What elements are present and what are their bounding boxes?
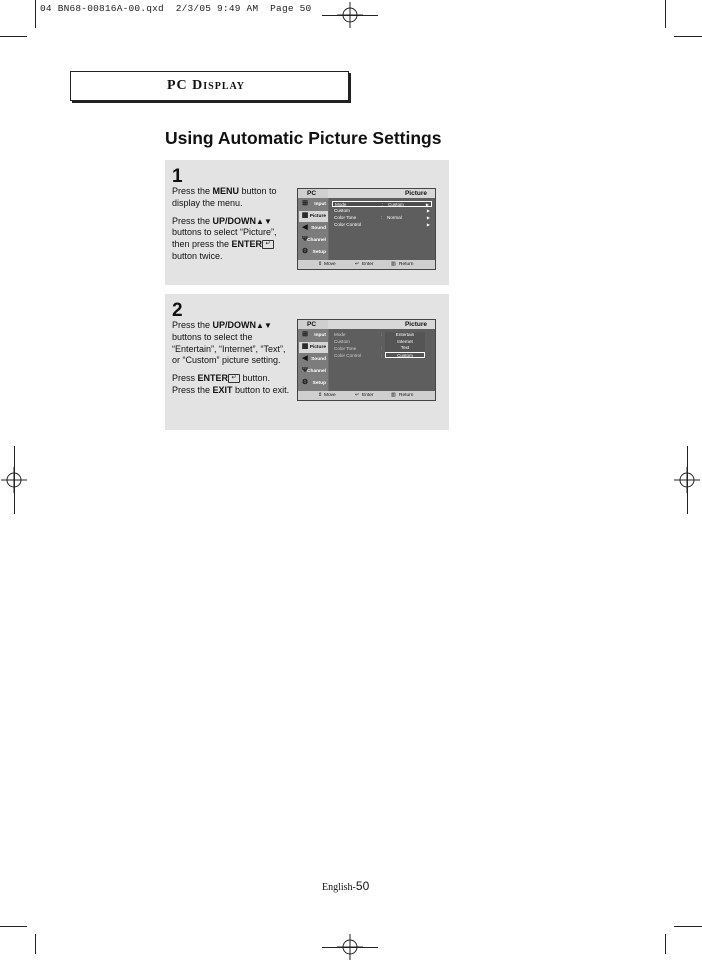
osd-row-color-control: Color Control : (334, 353, 383, 358)
instruction-text: Press the (172, 215, 213, 226)
section-header (70, 71, 349, 101)
enter-icon: ↵ (355, 262, 360, 267)
osd-option-text: Text (400, 345, 410, 350)
help-move: Move (324, 262, 336, 267)
arrow-right-icon: ▶ (426, 222, 430, 227)
osd-nav-channel: Ψ Channel (299, 235, 328, 246)
instruction-text: Press the (172, 384, 213, 395)
osd-content (329, 198, 435, 260)
osd-row-color-tone: Color Tone : (334, 346, 383, 351)
osd-heading: Picture (404, 190, 427, 197)
up-down-arrow-icon: ▲▼ (256, 216, 272, 226)
arrow-right-icon: ▶ (426, 215, 430, 220)
instruction-text: Press (172, 373, 198, 384)
step-2-panel (165, 294, 449, 430)
osd-content (329, 329, 435, 391)
instruction-text: Press the (172, 320, 213, 330)
return-icon: ▥ (391, 262, 396, 267)
crop-mark (14, 446, 15, 514)
registration-mark-top (337, 2, 363, 28)
osd-row-custom: Custom (334, 339, 350, 344)
menu-key-label: MENU (212, 186, 240, 196)
step-1-panel (165, 160, 449, 285)
instruction-text: button to display the menu. (172, 186, 277, 208)
antenna-icon: Ψ (302, 367, 308, 374)
crop-mark (35, 0, 36, 28)
instruction-text: button. (240, 373, 271, 384)
crop-mark (0, 926, 27, 927)
enter-key-label: ENTER (231, 239, 263, 250)
up-down-key-label: UP/DOWN (212, 320, 257, 330)
registration-mark-bottom (337, 934, 363, 960)
osd-row-mode: Mode : Custom ▶ (332, 201, 432, 207)
crop-mark (0, 36, 27, 37)
crop-mark (665, 934, 666, 954)
page-title: Using Automatic Picture Settings (165, 128, 442, 148)
picture-icon: ▦ (301, 212, 309, 219)
help-enter: Enter (362, 393, 374, 398)
arrow-right-icon: ▶ (426, 208, 430, 213)
enter-icon: ↵ (355, 393, 360, 398)
osd-help-bar (298, 391, 435, 400)
picture-icon: ▦ (301, 343, 309, 350)
crop-mark (674, 36, 702, 37)
section-title: PC Display (167, 78, 246, 93)
osd-option-internet: Internet (397, 338, 413, 344)
osd-option-custom: Custom (385, 352, 425, 359)
speaker-icon: ◀ (302, 355, 308, 362)
osd-nav-input: ⊞ Input (299, 330, 328, 341)
instruction-text: Press the (172, 186, 213, 196)
osd-row-color-tone: Color Tone : Normal ▶ (334, 215, 430, 220)
help-move: Move (324, 393, 336, 398)
osd-sidebar (298, 329, 328, 391)
move-icon: ⇕ (318, 262, 323, 267)
osd-row-custom: Custom ▶ (334, 208, 430, 213)
osd-nav-setup: ⚙ Setup (301, 379, 326, 386)
osd-mode-dropdown (385, 332, 425, 358)
osd-title-bar (298, 189, 435, 198)
instruction-text: buttons to select the “Entertain”, “Internet”, “Text”, or “Custom” picture setting. (172, 331, 286, 366)
osd-mode-label: PC (298, 320, 328, 329)
crop-mark (35, 934, 36, 954)
osd-nav-picture: ▦ Picture (299, 342, 328, 353)
step-instructions (172, 320, 292, 403)
help-enter: Enter (362, 262, 374, 267)
setup-icon: ⚙ (301, 379, 309, 386)
help-return: Return (399, 262, 414, 267)
osd-mode-label: PC (298, 189, 328, 198)
enter-icon: ↵ (262, 240, 274, 249)
osd-help-bar (298, 260, 435, 269)
move-icon: ⇕ (318, 393, 323, 398)
return-icon: ▥ (391, 393, 396, 398)
step-instructions (172, 186, 292, 269)
osd-heading: Picture (404, 321, 427, 328)
osd-sidebar (298, 198, 328, 260)
crop-mark (674, 926, 702, 927)
crop-mark (665, 0, 666, 28)
osd-nav-sound: ◀ Sound (299, 354, 328, 365)
osd-title-bar (298, 320, 435, 329)
osd-row-mode: Mode : (334, 332, 383, 337)
osd-nav-setup: ⚙ Setup (301, 248, 326, 255)
osd-nav-channel: Ψ Channel (299, 366, 328, 377)
up-down-key-label: UP/DOWN (212, 215, 257, 226)
antenna-icon: Ψ (302, 236, 308, 243)
page-number-value: 50 (355, 879, 370, 893)
page-number (322, 879, 369, 893)
file-slug: 04 BN68-00816A-00.qxd 2/3/05 9:49 AM Page 50 (40, 3, 312, 14)
enter-key-label: ENTER (197, 373, 229, 384)
setup-icon: ⚙ (301, 248, 309, 255)
input-icon: ⊞ (302, 331, 308, 338)
osd-row-color-control: Color Control ▶ (334, 222, 430, 227)
crop-mark (687, 446, 688, 514)
instruction-text: button to exit. (232, 384, 290, 395)
exit-key-label: EXIT (212, 384, 233, 395)
instruction-text: buttons to select “Picture”, then press the (172, 227, 277, 250)
osd-menu-screenshot (297, 188, 436, 270)
language-label: English- (322, 882, 356, 893)
arrow-right-icon: ▶ (425, 202, 429, 207)
step-number: 2 (172, 300, 183, 321)
osd-nav-sound: ◀ Sound (299, 223, 328, 234)
up-down-arrow-icon: ▲▼ (256, 321, 272, 330)
enter-icon: ↵ (228, 374, 240, 383)
osd-nav-input: ⊞ Input (299, 199, 328, 210)
osd-menu-screenshot (297, 319, 436, 401)
input-icon: ⊞ (302, 200, 308, 207)
help-return: Return (399, 393, 414, 398)
speaker-icon: ◀ (302, 224, 308, 231)
osd-option-entertain: Entertain (395, 332, 415, 337)
step-number: 1 (172, 166, 183, 187)
osd-nav-picture: ▦ Picture (299, 211, 328, 222)
instruction-text: button twice. (172, 250, 223, 261)
